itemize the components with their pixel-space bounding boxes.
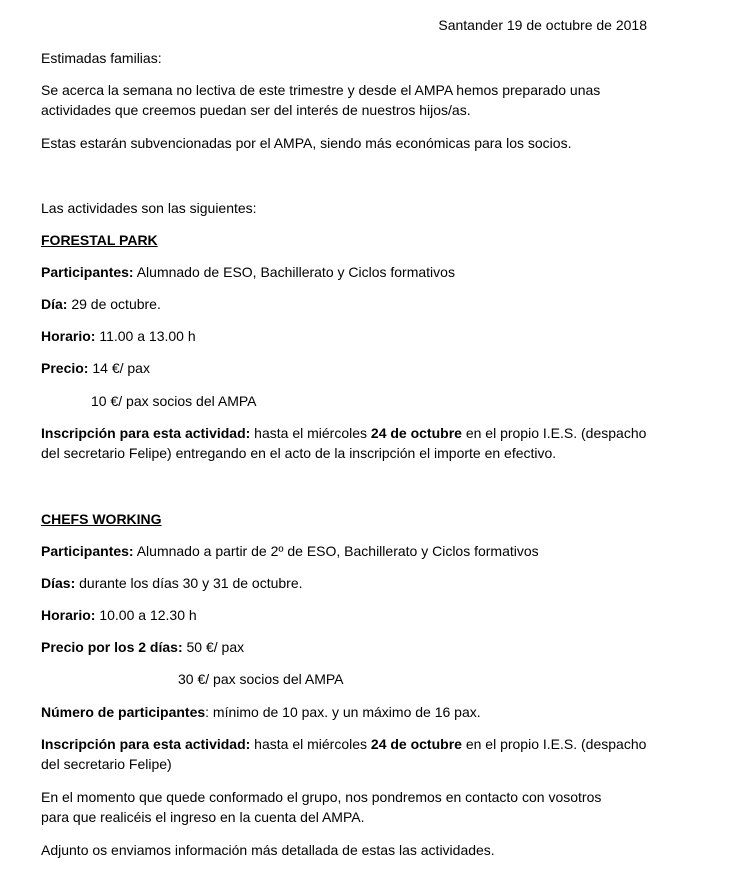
chefs-schedule-value: 10.00 a 12.30 h — [95, 607, 197, 623]
forestal-inscription-label: Inscripción para esta actividad: — [41, 425, 251, 441]
forestal-price — [41, 358, 150, 378]
closing-line: Adjunto os enviamos información más detallada de estas las actividades. — [41, 842, 495, 858]
forestal-schedule-value: 11.00 a 13.00 h — [95, 328, 196, 344]
chefs-inscription — [41, 734, 646, 754]
forestal-inscription-deadline: 24 de octubre — [370, 425, 462, 441]
chefs-count-value: : mínimo de 10 pax. y un máximo de 16 pax. — [205, 704, 481, 720]
chefs-inscription-label: Inscripción para esta actividad: — [41, 736, 251, 752]
forestal-inscription — [41, 423, 646, 443]
chefs-schedule — [41, 605, 197, 625]
chefs-days-label: Días: — [41, 575, 76, 591]
chefs-inscription-deadline: 24 de octubre — [370, 736, 462, 752]
chefs-inscription-line-2: del secretario Felipe) — [41, 756, 172, 772]
chefs-inscription-text: hasta el miércoles — [250, 736, 371, 752]
forestal-day — [41, 294, 161, 314]
intro-line-1: Se acerca la semana no lectiva de este trimestre y desde el AMPA hemos preparado unas — [41, 82, 601, 98]
chefs-participants-label: Participantes: — [41, 543, 134, 559]
intro-line-2: actividades que creemos puedan ser del interés de nuestros hijos/as. — [41, 102, 471, 118]
chefs-inscription-text-end: en el propio I.E.S. (despacho — [461, 736, 647, 752]
chefs-days — [41, 573, 303, 593]
chefs-schedule-label: Horario: — [41, 607, 96, 623]
chefs-price-label: Precio por los 2 días: — [41, 639, 183, 655]
forestal-day-label: Día: — [41, 296, 68, 312]
forestal-participants-label: Participantes: — [41, 264, 134, 280]
subsidy-note: Estas estarán subvencionadas por el AMPA, siendo más económicas para los socios. — [41, 135, 572, 151]
forestal-inscription-line-2: del secretario Felipe) entregando en el acto de la inscripción el importe en efectivo. — [41, 445, 557, 461]
chefs-price — [41, 637, 244, 657]
chefs-days-value: durante los días 30 y 31 de octubre. — [75, 575, 303, 591]
chefs-count-label: Número de participantes — [41, 704, 206, 720]
forestal-inscription-text-end: en el propio I.E.S. (despacho — [461, 425, 647, 441]
chefs-participants — [41, 541, 539, 561]
forestal-price-value: 14 €/ pax — [88, 360, 150, 376]
forestal-inscription-text: hasta el miércoles — [250, 425, 371, 441]
activities-intro: Las actividades son las siguientes: — [41, 200, 257, 216]
forestal-price-label: Precio: — [41, 360, 89, 376]
chefs-participants-value: Alumnado a partir de 2º de ESO, Bachillerato y Ciclos formativos — [133, 543, 539, 559]
forestal-participants-value: Alumnado de ESO, Bachillerato y Ciclos formativos — [133, 264, 455, 280]
chefs-count — [41, 702, 481, 722]
document-date: Santander 19 de octubre de 2018 — [438, 17, 647, 33]
forestal-schedule — [41, 326, 196, 346]
forestal-participants — [41, 262, 455, 282]
forestal-title: FORESTAL PARK — [41, 232, 158, 248]
chefs-title: CHEFS WORKING — [41, 511, 162, 527]
contact-line-1: En el momento que quede conformado el grupo, nos pondremos en contacto con vosotros — [41, 789, 602, 805]
forestal-price-members: 10 €/ pax socios del AMPA — [91, 393, 257, 409]
forestal-schedule-label: Horario: — [41, 328, 96, 344]
chefs-price-value: 50 €/ pax — [182, 639, 245, 655]
greeting: Estimadas familias: — [41, 50, 162, 66]
chefs-price-members: 30 €/ pax socios del AMPA — [178, 671, 344, 687]
contact-line-2: para que realicéis el ingreso en la cuenta del AMPA. — [41, 809, 365, 825]
forestal-day-value: 29 de octubre. — [67, 296, 161, 312]
